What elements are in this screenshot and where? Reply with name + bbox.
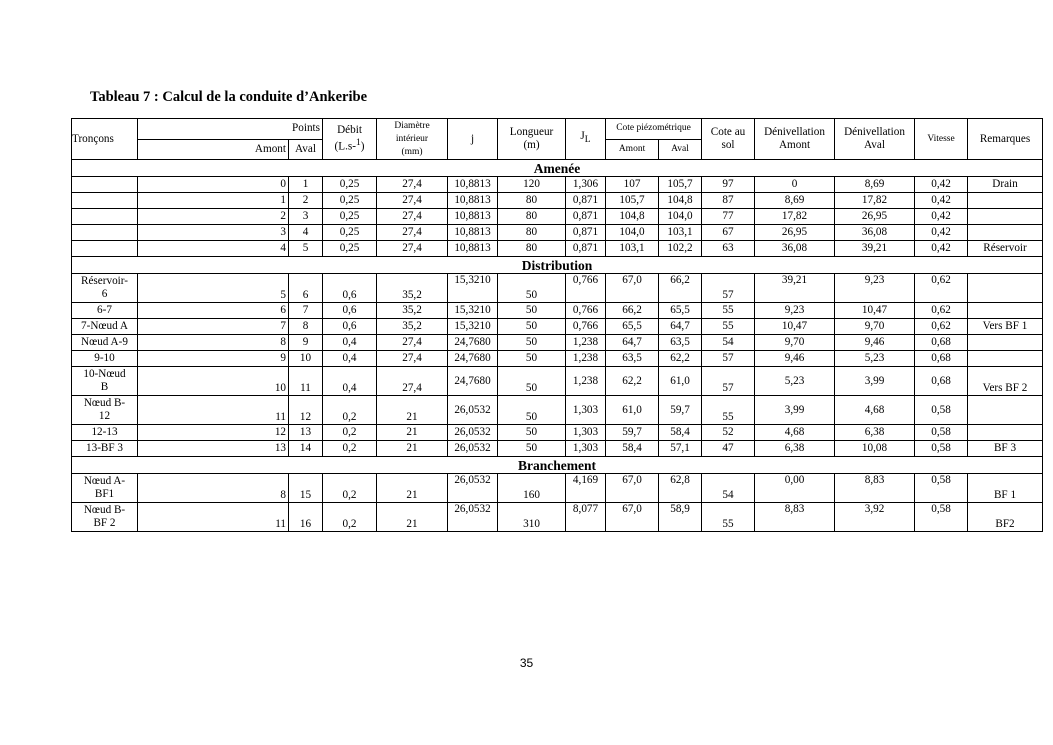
debit-cell: 0,25 <box>323 193 377 209</box>
aval-cell: 9 <box>289 335 323 351</box>
troncon-cell <box>72 193 138 209</box>
table-row <box>72 396 1043 425</box>
piezo-amont-cell: 66,2 <box>606 303 659 319</box>
section-title-distribution: Distribution <box>72 257 1043 274</box>
deniv-aval-cell: 10,08 <box>835 441 915 457</box>
longueur-cell: 50 <box>498 351 566 367</box>
amont-cell: 12 <box>138 425 289 441</box>
deniv-aval-cell: 8,69 <box>835 177 915 193</box>
vitesse-cell: 0,42 <box>915 177 968 193</box>
jl-cell: 0,766 <box>566 303 606 319</box>
troncon-cell: Réservoir- 6 <box>72 274 138 303</box>
pipe-calculation-table <box>71 118 1043 532</box>
troncon-cell: 13-BF 3 <box>72 441 138 457</box>
table-row <box>72 335 1043 351</box>
piezo-amont-cell: 65,5 <box>606 319 659 335</box>
diametre-cell: 35,2 <box>377 319 448 335</box>
header-cote-sol: Cote au sol <box>702 119 755 160</box>
diametre-cell: 21 <box>377 441 448 457</box>
cote-sol-cell: 55 <box>702 319 755 335</box>
vitesse-cell: 0,42 <box>915 241 968 257</box>
amont-cell: 8 <box>138 474 289 503</box>
j-cell: 24,7680 <box>448 351 498 367</box>
aval-cell: 10 <box>289 351 323 367</box>
piezo-aval-cell: 102,2 <box>659 241 702 257</box>
section-branchement <box>72 457 1043 532</box>
j-cell: 10,8813 <box>448 193 498 209</box>
table-row <box>72 225 1043 241</box>
table-title: Tableau 7 : Calcul de la conduite d’Ankeribe <box>90 89 368 105</box>
aval-cell: 8 <box>289 319 323 335</box>
longueur-cell: 50 <box>498 335 566 351</box>
piezo-amont-cell: 104,8 <box>606 209 659 225</box>
header-troncons: Tronçons <box>72 119 138 160</box>
remarque-cell <box>968 193 1043 209</box>
deniv-aval-cell: 26,95 <box>835 209 915 225</box>
deniv-aval-cell: 3,99 <box>835 367 915 396</box>
deniv-amont-cell: 0 <box>755 177 835 193</box>
j-cell: 10,8813 <box>448 241 498 257</box>
cote-sol-cell: 54 <box>702 474 755 503</box>
header-j: j <box>448 119 498 160</box>
table-row <box>72 241 1043 257</box>
piezo-amont-cell: 103,1 <box>606 241 659 257</box>
troncon-cell: Nœud A-9 <box>72 335 138 351</box>
vitesse-cell: 0,68 <box>915 351 968 367</box>
remarque-cell: BF 3 <box>968 441 1043 457</box>
longueur-cell: 80 <box>498 209 566 225</box>
remarque-cell: Drain <box>968 177 1043 193</box>
j-cell: 26,0532 <box>448 425 498 441</box>
aval-cell: 14 <box>289 441 323 457</box>
vitesse-cell: 0,68 <box>915 367 968 396</box>
amont-cell: 7 <box>138 319 289 335</box>
deniv-amont-cell: 0,00 <box>755 474 835 503</box>
deniv-aval-cell: 9,70 <box>835 319 915 335</box>
amont-cell: 2 <box>138 209 289 225</box>
aval-cell: 15 <box>289 474 323 503</box>
header-denivellation-amont: Dénivellation Amont <box>755 119 835 160</box>
piezo-aval-cell: 65,5 <box>659 303 702 319</box>
aval-cell: 1 <box>289 177 323 193</box>
jl-cell: 0,766 <box>566 319 606 335</box>
j-cell: 15,3210 <box>448 274 498 303</box>
j-cell: 15,3210 <box>448 319 498 335</box>
aval-cell: 12 <box>289 396 323 425</box>
remarque-cell <box>968 351 1043 367</box>
header-longueur: Longueur (m) <box>498 119 566 160</box>
longueur-cell: 80 <box>498 225 566 241</box>
table-row <box>72 209 1043 225</box>
aval-cell: 16 <box>289 503 323 532</box>
diametre-cell: 35,2 <box>377 274 448 303</box>
table-row <box>72 441 1043 457</box>
vitesse-cell: 0,62 <box>915 274 968 303</box>
piezo-amont-cell: 105,7 <box>606 193 659 209</box>
deniv-amont-cell: 9,23 <box>755 303 835 319</box>
longueur-cell: 120 <box>498 177 566 193</box>
j-cell: 24,7680 <box>448 367 498 396</box>
amont-cell: 5 <box>138 274 289 303</box>
longueur-cell: 310 <box>498 503 566 532</box>
remarque-cell: Vers BF 2 <box>968 367 1043 396</box>
deniv-aval-cell: 5,23 <box>835 351 915 367</box>
longueur-cell: 50 <box>498 441 566 457</box>
longueur-cell: 50 <box>498 425 566 441</box>
vitesse-cell: 0,58 <box>915 441 968 457</box>
remarque-cell: Vers BF 1 <box>968 319 1043 335</box>
j-cell: 10,8813 <box>448 209 498 225</box>
longueur-cell: 80 <box>498 193 566 209</box>
cote-sol-cell: 87 <box>702 193 755 209</box>
header-debit: Débit (L.s-$^1$) <box>323 119 377 160</box>
diametre-cell: 27,4 <box>377 241 448 257</box>
aval-cell: 11 <box>289 367 323 396</box>
section-amenee <box>72 160 1043 257</box>
troncon-cell: 6-7 <box>72 303 138 319</box>
remarque-cell <box>968 225 1043 241</box>
remarque-cell <box>968 274 1043 303</box>
vitesse-cell: 0,58 <box>915 503 968 532</box>
debit-cell: 0,6 <box>323 303 377 319</box>
piezo-aval-cell: 62,2 <box>659 351 702 367</box>
piezo-aval-cell: 58,4 <box>659 425 702 441</box>
amont-cell: 9 <box>138 351 289 367</box>
remarque-cell: BF2 <box>968 503 1043 532</box>
deniv-aval-cell: 8,83 <box>835 474 915 503</box>
header-points-aval: Aval <box>289 139 323 160</box>
debit-cell: 0,4 <box>323 367 377 396</box>
deniv-amont-cell: 26,95 <box>755 225 835 241</box>
table-row <box>72 367 1043 396</box>
deniv-amont-cell: 8,69 <box>755 193 835 209</box>
deniv-aval-cell: 36,08 <box>835 225 915 241</box>
header-diametre: Diamètre intérieur (mm) <box>377 119 448 160</box>
amont-cell: 6 <box>138 303 289 319</box>
debit-cell: 0,2 <box>323 396 377 425</box>
diametre-cell: 27,4 <box>377 177 448 193</box>
j-cell: 26,0532 <box>448 474 498 503</box>
diametre-cell: 27,4 <box>377 193 448 209</box>
longueur-cell: 50 <box>498 274 566 303</box>
section-distribution <box>72 257 1043 457</box>
piezo-aval-cell: 64,7 <box>659 319 702 335</box>
debit-cell: 0,4 <box>323 335 377 351</box>
diametre-cell: 27,4 <box>377 225 448 241</box>
vitesse-cell: 0,62 <box>915 319 968 335</box>
j-cell: 10,8813 <box>448 177 498 193</box>
table-row <box>72 193 1043 209</box>
vitesse-cell: 0,68 <box>915 335 968 351</box>
debit-cell: 0,2 <box>323 441 377 457</box>
diametre-cell: 21 <box>377 396 448 425</box>
vitesse-cell: 0,58 <box>915 425 968 441</box>
remarque-cell <box>968 335 1043 351</box>
piezo-amont-cell: 64,7 <box>606 335 659 351</box>
troncon-cell: Nœud A- BF1 <box>72 474 138 503</box>
j-cell: 26,0532 <box>448 503 498 532</box>
table-row <box>72 425 1043 441</box>
debit-cell: 0,2 <box>323 503 377 532</box>
troncon-cell: 7-Nœud A <box>72 319 138 335</box>
jl-cell: 1,238 <box>566 367 606 396</box>
debit-cell: 0,2 <box>323 425 377 441</box>
jl-cell: 0,766 <box>566 274 606 303</box>
piezo-amont-cell: 59,7 <box>606 425 659 441</box>
header-vitesse: Vitesse <box>915 119 968 160</box>
piezo-amont-cell: 63,5 <box>606 351 659 367</box>
table-row <box>72 274 1043 303</box>
piezo-aval-cell: 57,1 <box>659 441 702 457</box>
deniv-amont-cell: 9,70 <box>755 335 835 351</box>
amont-cell: 11 <box>138 396 289 425</box>
piezo-aval-cell: 104,8 <box>659 193 702 209</box>
piezo-amont-cell: 67,0 <box>606 503 659 532</box>
aval-cell: 2 <box>289 193 323 209</box>
piezo-aval-cell: 61,0 <box>659 367 702 396</box>
piezo-amont-cell: 104,0 <box>606 225 659 241</box>
diametre-cell: 21 <box>377 425 448 441</box>
table-row <box>72 177 1043 193</box>
piezo-amont-cell: 67,0 <box>606 474 659 503</box>
troncon-cell <box>72 177 138 193</box>
piezo-amont-cell: 67,0 <box>606 274 659 303</box>
jl-cell: 4,169 <box>566 474 606 503</box>
jl-cell: 1,303 <box>566 396 606 425</box>
deniv-amont-cell: 36,08 <box>755 241 835 257</box>
table-row <box>72 351 1043 367</box>
vitesse-cell: 0,58 <box>915 474 968 503</box>
jl-cell: 1,306 <box>566 177 606 193</box>
aval-cell: 3 <box>289 209 323 225</box>
debit-cell: 0,25 <box>323 241 377 257</box>
diametre-cell: 35,2 <box>377 303 448 319</box>
cote-sol-cell: 63 <box>702 241 755 257</box>
deniv-amont-cell: 6,38 <box>755 441 835 457</box>
amont-cell: 10 <box>138 367 289 396</box>
remarque-cell <box>968 396 1043 425</box>
aval-cell: 5 <box>289 241 323 257</box>
deniv-aval-cell: 3,92 <box>835 503 915 532</box>
amont-cell: 13 <box>138 441 289 457</box>
troncon-cell <box>72 225 138 241</box>
debit-cell: 0,25 <box>323 225 377 241</box>
header-cote-piezometrique: Cote piézométrique <box>606 119 702 140</box>
j-cell: 10,8813 <box>448 225 498 241</box>
jl-cell: 8,077 <box>566 503 606 532</box>
troncon-cell: Nœud B- 12 <box>72 396 138 425</box>
longueur-cell: 50 <box>498 303 566 319</box>
aval-cell: 13 <box>289 425 323 441</box>
diametre-cell: 27,4 <box>377 335 448 351</box>
troncon-cell <box>72 241 138 257</box>
deniv-amont-cell: 3,99 <box>755 396 835 425</box>
deniv-amont-cell: 5,23 <box>755 367 835 396</box>
table-row <box>72 503 1043 532</box>
piezo-amont-cell: 58,4 <box>606 441 659 457</box>
header-points-amont: Amont <box>138 139 289 160</box>
cote-sol-cell: 55 <box>702 303 755 319</box>
longueur-cell: 50 <box>498 367 566 396</box>
vitesse-cell: 0,62 <box>915 303 968 319</box>
cote-sol-cell: 52 <box>702 425 755 441</box>
jl-cell: 0,871 <box>566 225 606 241</box>
amont-cell: 8 <box>138 335 289 351</box>
longueur-cell: 50 <box>498 396 566 425</box>
table-row <box>72 319 1043 335</box>
piezo-aval-cell: 62,8 <box>659 474 702 503</box>
deniv-amont-cell: 8,83 <box>755 503 835 532</box>
header-row-1 <box>72 119 1043 140</box>
jl-cell: 1,238 <box>566 335 606 351</box>
piezo-aval-cell: 58,9 <box>659 503 702 532</box>
deniv-aval-cell: 4,68 <box>835 396 915 425</box>
debit-cell: 0,6 <box>323 319 377 335</box>
diametre-cell: 21 <box>377 474 448 503</box>
deniv-aval-cell: 10,47 <box>835 303 915 319</box>
table-row <box>72 474 1043 503</box>
remarque-cell: Réservoir <box>968 241 1043 257</box>
header-piezo-aval: Aval <box>659 139 702 160</box>
piezo-aval-cell: 103,1 <box>659 225 702 241</box>
debit-cell: 0,2 <box>323 474 377 503</box>
aval-cell: 7 <box>289 303 323 319</box>
amont-cell: 3 <box>138 225 289 241</box>
cote-sol-cell: 57 <box>702 367 755 396</box>
cote-sol-cell: 97 <box>702 177 755 193</box>
deniv-amont-cell: 4,68 <box>755 425 835 441</box>
header-piezo-amont: Amont <box>606 139 659 160</box>
deniv-aval-cell: 17,82 <box>835 193 915 209</box>
piezo-amont-cell: 61,0 <box>606 396 659 425</box>
jl-cell: 0,871 <box>566 193 606 209</box>
remarque-cell <box>968 425 1043 441</box>
deniv-aval-cell: 9,23 <box>835 274 915 303</box>
amont-cell: 1 <box>138 193 289 209</box>
piezo-aval-cell: 66,2 <box>659 274 702 303</box>
cote-sol-cell: 77 <box>702 209 755 225</box>
cote-sol-cell: 55 <box>702 503 755 532</box>
header-points: Points <box>138 119 323 140</box>
deniv-amont-cell: 17,82 <box>755 209 835 225</box>
section-title-amenee: Amenée <box>72 160 1043 177</box>
piezo-amont-cell: 62,2 <box>606 367 659 396</box>
j-cell: 26,0532 <box>448 396 498 425</box>
j-cell: 24,7680 <box>448 335 498 351</box>
amont-cell: 0 <box>138 177 289 193</box>
piezo-aval-cell: 63,5 <box>659 335 702 351</box>
cote-sol-cell: 47 <box>702 441 755 457</box>
cote-sol-cell: 54 <box>702 335 755 351</box>
section-title-branchement: Branchement <box>72 457 1043 474</box>
cote-sol-cell: 57 <box>702 351 755 367</box>
piezo-amont-cell: 107 <box>606 177 659 193</box>
deniv-amont-cell: 39,21 <box>755 274 835 303</box>
deniv-aval-cell: 9,46 <box>835 335 915 351</box>
aval-cell: 6 <box>289 274 323 303</box>
vitesse-cell: 0,42 <box>915 209 968 225</box>
piezo-aval-cell: 104,0 <box>659 209 702 225</box>
j-cell: 15,3210 <box>448 303 498 319</box>
longueur-cell: 160 <box>498 474 566 503</box>
longueur-cell: 50 <box>498 319 566 335</box>
vitesse-cell: 0,42 <box>915 225 968 241</box>
vitesse-cell: 0,58 <box>915 396 968 425</box>
header-denivellation-aval: Dénivellation Aval <box>835 119 915 160</box>
deniv-aval-cell: 6,38 <box>835 425 915 441</box>
troncon-cell: Nœud B- BF 2 <box>72 503 138 532</box>
debit-cell: 0,25 <box>323 209 377 225</box>
cote-sol-cell: 55 <box>702 396 755 425</box>
troncon-cell: 10-Nœud B <box>72 367 138 396</box>
table-row <box>72 303 1043 319</box>
amont-cell: 4 <box>138 241 289 257</box>
vitesse-cell: 0,42 <box>915 193 968 209</box>
remarque-cell <box>968 303 1043 319</box>
piezo-aval-cell: 105,7 <box>659 177 702 193</box>
longueur-cell: 80 <box>498 241 566 257</box>
aval-cell: 4 <box>289 225 323 241</box>
deniv-amont-cell: 9,46 <box>755 351 835 367</box>
amont-cell: 11 <box>138 503 289 532</box>
deniv-aval-cell: 39,21 <box>835 241 915 257</box>
diametre-cell: 27,4 <box>377 209 448 225</box>
debit-cell: 0,6 <box>323 274 377 303</box>
jl-cell: 1,238 <box>566 351 606 367</box>
cote-sol-cell: 57 <box>702 274 755 303</box>
remarque-cell <box>968 209 1043 225</box>
piezo-aval-cell: 59,7 <box>659 396 702 425</box>
jl-cell: 0,871 <box>566 241 606 257</box>
jl-cell: 1,303 <box>566 441 606 457</box>
troncon-cell: 9-10 <box>72 351 138 367</box>
header-remarques: Remarques <box>968 119 1043 160</box>
diametre-cell: 21 <box>377 503 448 532</box>
troncon-cell <box>72 209 138 225</box>
remarque-cell: BF 1 <box>968 474 1043 503</box>
diametre-cell: 27,4 <box>377 351 448 367</box>
page-number: 35 <box>519 656 534 670</box>
cote-sol-cell: 67 <box>702 225 755 241</box>
deniv-amont-cell: 10,47 <box>755 319 835 335</box>
debit-cell: 0,4 <box>323 351 377 367</box>
troncon-cell: 12-13 <box>72 425 138 441</box>
jl-cell: 0,871 <box>566 209 606 225</box>
debit-cell: 0,25 <box>323 177 377 193</box>
header-jl: $J_L$ <box>566 119 606 160</box>
diametre-cell: 27,4 <box>377 367 448 396</box>
jl-cell: 1,303 <box>566 425 606 441</box>
j-cell: 26,0532 <box>448 441 498 457</box>
